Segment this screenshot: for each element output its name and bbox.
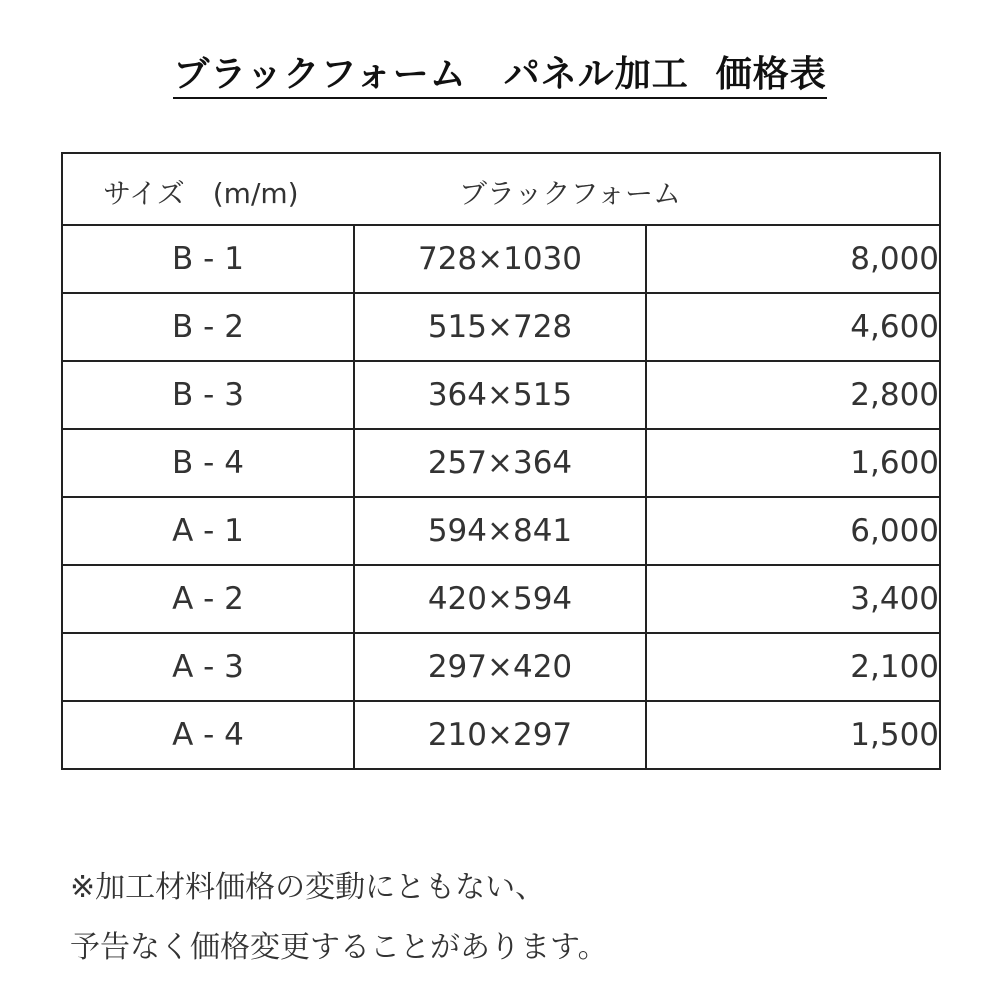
table-header-row — [62, 153, 940, 225]
price-cell: 8,000 — [646, 225, 940, 293]
size-cell: B - 2 — [62, 293, 354, 361]
dimensions-cell: 515×728 — [354, 293, 646, 361]
dimensions-cell: 297×420 — [354, 633, 646, 701]
price-cell: 4,600 — [646, 293, 940, 361]
price-change-note-line-2: 予告なく価格変更することがあります。 — [70, 930, 608, 965]
dimensions-cell: 210×297 — [354, 701, 646, 769]
size-cell: B - 3 — [62, 361, 354, 429]
price-table — [61, 152, 941, 770]
page-title: ブラックフォーム パネル加工 価格表 — [173, 54, 827, 99]
size-cell: A - 1 — [62, 497, 354, 565]
dimensions-cell: 257×364 — [354, 429, 646, 497]
dimensions-cell: 594×841 — [354, 497, 646, 565]
size-cell: A - 2 — [62, 565, 354, 633]
page-title-container — [0, 46, 1000, 97]
size-column-header: サイズ (m/m) — [103, 177, 299, 210]
black-foam-column-header: ブラックフォーム — [459, 177, 682, 210]
price-cell: 6,000 — [646, 497, 940, 565]
size-cell: B - 4 — [62, 429, 354, 497]
table-row — [62, 361, 940, 429]
price-cell: 1,600 — [646, 429, 940, 497]
table-row — [62, 225, 940, 293]
price-change-note-line-1: ※加工材料価格の変動にともない、 — [70, 870, 546, 905]
table-row — [62, 565, 940, 633]
price-cell: 1,500 — [646, 701, 940, 769]
dimensions-cell: 364×515 — [354, 361, 646, 429]
dimensions-cell: 728×1030 — [354, 225, 646, 293]
table-row — [62, 497, 940, 565]
table-row — [62, 701, 940, 769]
size-cell: A - 4 — [62, 701, 354, 769]
dimensions-cell: 420×594 — [354, 565, 646, 633]
table-row — [62, 633, 940, 701]
table-row — [62, 293, 940, 361]
price-cell: 3,400 — [646, 565, 940, 633]
size-cell: A - 3 — [62, 633, 354, 701]
size-cell: B - 1 — [62, 225, 354, 293]
price-cell: 2,100 — [646, 633, 940, 701]
table-header-cell — [62, 153, 940, 225]
table-row — [62, 429, 940, 497]
price-cell: 2,800 — [646, 361, 940, 429]
